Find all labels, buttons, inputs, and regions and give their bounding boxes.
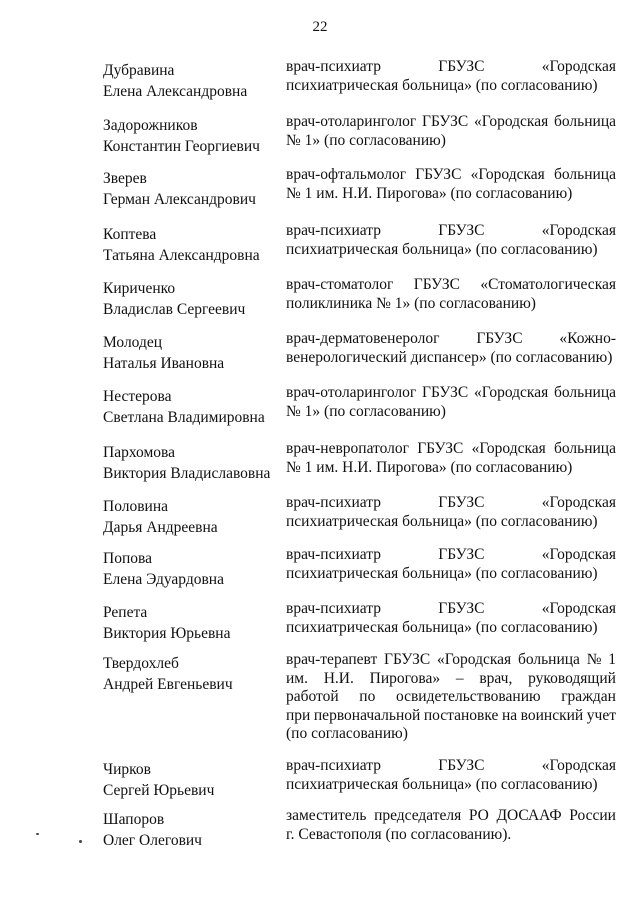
- position-word: врач-офтальмолог: [286, 166, 407, 183]
- member-last-name: Чирков: [103, 761, 151, 778]
- member-position: [286, 651, 616, 744]
- position-word: «Городская: [474, 113, 549, 130]
- position-word: врач-стоматолог: [286, 276, 394, 293]
- member-position: [286, 330, 616, 367]
- member-last-name: Кириченко: [103, 280, 176, 297]
- position-line: [286, 440, 616, 459]
- position-word: ГБУЗС: [438, 494, 485, 511]
- position-word: Пирогова»: [369, 669, 441, 687]
- position-word: «Городская: [541, 600, 616, 617]
- position-line: психиатрическая больница» (по согласованию): [286, 775, 598, 793]
- position-word: учет: [586, 706, 616, 724]
- position-word: ГБУЗС: [438, 757, 485, 774]
- member-position: [286, 222, 616, 259]
- member-name: [103, 602, 278, 644]
- position-word: по: [359, 688, 376, 705]
- position-line: [286, 757, 616, 776]
- position-word: ДОСААФ: [496, 807, 562, 824]
- member-position: [286, 58, 616, 95]
- position-word: РО: [468, 807, 489, 824]
- position-line: психиатрическая больница» (по согласованию): [286, 564, 598, 582]
- position-word: «Городская: [541, 757, 616, 774]
- member-name: [103, 278, 278, 320]
- position-word: ГБУЗС: [438, 600, 485, 617]
- position-word: врач,: [479, 669, 513, 687]
- position-word: ГБУЗС: [422, 384, 469, 401]
- member-position: [286, 440, 616, 477]
- member-position: [286, 276, 616, 313]
- position-word: Н.И.: [323, 669, 354, 687]
- position-word: врач-отоларинголог: [286, 113, 417, 130]
- position-line: № 1 им. Н.И. Пирогова» (по согласованию): [286, 458, 573, 476]
- member-given-names: Олег Олегович: [103, 832, 202, 849]
- position-line: поликлиника № 1» (по согласованию): [286, 294, 536, 312]
- member-last-name: Молодец: [103, 334, 163, 351]
- position-line: № 1» (по согласованию): [286, 131, 446, 149]
- position-word: «Городская: [436, 651, 512, 668]
- member-given-names: Светлана Владимировна: [103, 409, 265, 426]
- position-word: врач-психиатр: [286, 494, 381, 511]
- position-word: «Городская: [541, 494, 616, 511]
- member-last-name: Половина: [103, 498, 169, 515]
- scan-speck: [79, 840, 82, 843]
- position-word: ГБУЗС: [415, 166, 462, 183]
- position-word: врач-психиатр: [286, 222, 381, 239]
- position-word: «Городская: [474, 384, 549, 401]
- position-line: венерологический диспансер» (по согласованию): [286, 348, 613, 366]
- page-number: 22: [312, 19, 328, 35]
- member-last-name: Нестерова: [103, 388, 172, 405]
- position-word: ГБУЗС: [384, 651, 431, 668]
- position-line: [286, 222, 616, 241]
- member-given-names: Сергей Юрьевич: [103, 782, 215, 799]
- position-line: психиатрическая больница» (по согласованию): [286, 618, 598, 636]
- member-name: [103, 653, 278, 695]
- position-line: психиатрическая больница» (по согласованию): [286, 76, 598, 94]
- position-line: [286, 113, 616, 132]
- member-position: [286, 166, 616, 203]
- position-word: воинский: [520, 706, 584, 724]
- position-word: врач-невропатолог: [286, 440, 410, 457]
- position-line: [286, 651, 616, 670]
- position-line: № 1 им. Н.И. Пирогова» (по согласованию): [286, 184, 573, 202]
- member-position: [286, 757, 616, 794]
- member-given-names: Дарья Андреевна: [103, 519, 218, 536]
- position-word: «Стоматологическая: [480, 276, 616, 293]
- member-name: [103, 442, 278, 484]
- member-given-names: Наталья Ивановна: [103, 355, 225, 372]
- member-given-names: Татьяна Александровна: [103, 247, 260, 264]
- position-line: психиатрическая больница» (по согласованию): [286, 512, 598, 530]
- position-word: освидетельствованию: [395, 688, 541, 705]
- position-line: № 1» (по согласованию): [286, 402, 446, 420]
- member-last-name: Пархомова: [103, 444, 175, 461]
- position-word: граждан: [561, 688, 616, 705]
- position-word: врач-отоларинголог: [286, 384, 417, 401]
- position-word: больница: [553, 440, 616, 457]
- position-word: на: [501, 706, 518, 724]
- member-position: [286, 494, 616, 531]
- position-word: ГБУЗС: [476, 330, 523, 347]
- position-word: им.: [286, 669, 308, 687]
- member-last-name: Задорожников: [103, 117, 198, 134]
- member-given-names: Елена Александровна: [103, 83, 248, 100]
- position-word: ГБУЗС: [438, 222, 485, 239]
- position-word: врач-психиатр: [286, 58, 381, 75]
- member-position: [286, 113, 616, 150]
- position-line: [286, 688, 616, 707]
- member-name: [103, 115, 278, 157]
- position-word: врач-психиатр: [286, 757, 381, 774]
- position-word: больница: [554, 113, 616, 130]
- member-position: [286, 546, 616, 583]
- position-word: «Городская: [541, 546, 616, 563]
- member-given-names: Андрей Евгеньевич: [103, 676, 233, 693]
- position-word: больница: [517, 651, 580, 668]
- member-last-name: Зверев: [103, 170, 147, 187]
- position-line: психиатрическая больница» (по согласованию): [286, 240, 598, 258]
- member-given-names: Виктория Юрьевна: [103, 625, 231, 642]
- scan-speck: [36, 833, 39, 835]
- member-name: [103, 332, 278, 374]
- member-name: [103, 168, 278, 210]
- position-word: врач-психиатр: [286, 600, 381, 617]
- member-name: [103, 548, 278, 590]
- position-word: работой: [286, 688, 339, 705]
- member-given-names: Виктория Владиславовна: [103, 465, 271, 482]
- member-position: [286, 807, 616, 844]
- position-word: «Городская: [541, 222, 616, 239]
- position-word: «Городская: [471, 440, 546, 457]
- position-line: [286, 330, 616, 349]
- position-word: ГБУЗС: [438, 58, 485, 75]
- position-word: ГБУЗС: [413, 276, 460, 293]
- member-last-name: Твердохлеб: [103, 655, 179, 672]
- position-word: «Городская: [541, 58, 616, 75]
- position-word: –: [455, 669, 464, 687]
- position-line: [286, 384, 616, 403]
- position-line: [286, 494, 616, 513]
- position-word: врач-дерматовенеролог: [286, 330, 440, 347]
- position-word: ГБУЗС: [422, 113, 469, 130]
- member-given-names: Константин Георгиевич: [103, 138, 260, 155]
- position-word: России: [569, 807, 616, 824]
- member-name: [103, 759, 278, 801]
- member-last-name: Репета: [103, 604, 148, 621]
- position-line: [286, 707, 616, 726]
- position-line: г. Севастополя (по согласованию).: [286, 825, 512, 843]
- position-line: [286, 807, 616, 826]
- member-position: [286, 384, 616, 421]
- position-word: «Кожно-: [559, 330, 616, 347]
- position-line: [286, 166, 616, 185]
- position-line: (по согласованию): [286, 725, 408, 742]
- position-word: врач-психиатр: [286, 546, 381, 563]
- member-name: [103, 386, 278, 428]
- position-word: больница: [554, 384, 616, 401]
- member-given-names: Владислав Сергеевич: [103, 301, 246, 318]
- position-word: руководящий: [528, 669, 616, 687]
- position-word: 1: [608, 651, 616, 668]
- member-last-name: Попова: [103, 550, 152, 567]
- position-line: [286, 546, 616, 565]
- position-word: больница: [553, 166, 616, 183]
- position-line: [286, 670, 616, 689]
- member-last-name: Шапоров: [103, 811, 165, 828]
- position-word: при: [286, 706, 311, 724]
- member-given-names: Герман Александрович: [103, 191, 256, 208]
- position-word: председателя: [374, 807, 462, 824]
- position-line: [286, 276, 616, 295]
- member-last-name: Коптева: [103, 226, 157, 243]
- position-word: ГБУЗС: [438, 546, 485, 563]
- member-name: [103, 496, 278, 538]
- member-name: [103, 60, 278, 102]
- position-word: постановке: [423, 706, 499, 724]
- position-word: заместитель: [286, 807, 367, 824]
- position-word: врач-терапевт: [286, 651, 378, 668]
- position-word: первоначальной: [313, 706, 421, 724]
- member-position: [286, 600, 616, 637]
- position-word: «Городская: [470, 166, 545, 183]
- position-line: [286, 600, 616, 619]
- position-word: ГБУЗС: [417, 440, 464, 457]
- position-line: [286, 58, 616, 77]
- member-name: [103, 224, 278, 266]
- member-given-names: Елена Эдуардовна: [103, 571, 224, 588]
- member-name: [103, 809, 278, 851]
- position-word: №: [586, 651, 602, 668]
- member-last-name: Дубравина: [103, 62, 175, 79]
